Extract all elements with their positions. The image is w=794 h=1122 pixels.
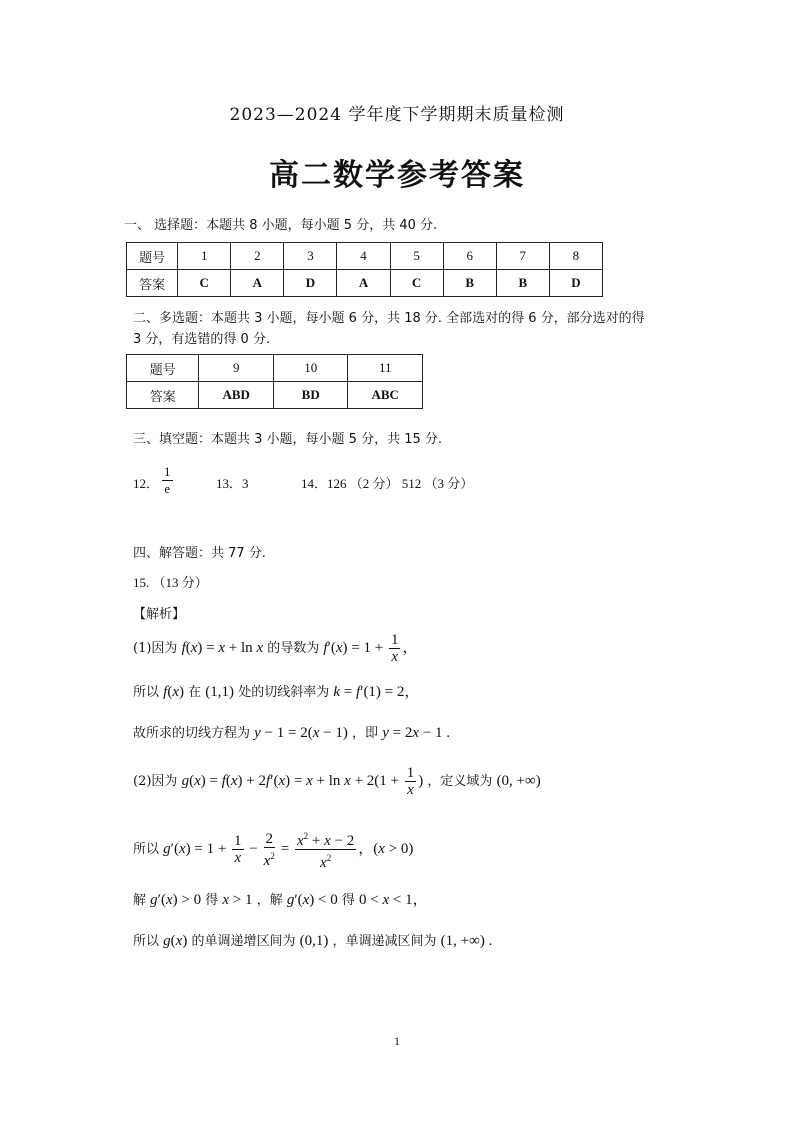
- answer-cell: BD: [273, 382, 347, 409]
- q12-answer-fraction: [160, 464, 175, 497]
- page-number: 1: [394, 1034, 400, 1048]
- row-label-answer: 答案: [127, 382, 199, 409]
- solution-line-6: 解 g′(x) > 0 得 x > 1 ，解 g′(x) < 0 得 0 < x < 1，: [133, 892, 428, 908]
- question-number: 11: [348, 355, 423, 382]
- row-label-question: 题号: [127, 355, 199, 382]
- q14-answer: 14．126 （2 分） 512 （3 分）: [301, 476, 474, 491]
- exam-subtitle: 2023—2024 学年度下学期期末质量检测: [229, 105, 565, 125]
- analysis-label: 【解析】: [133, 607, 186, 622]
- question-number: 10: [273, 355, 347, 382]
- question-number: 5: [390, 243, 443, 270]
- answer-cell: C: [390, 270, 443, 297]
- solution-line-1: (1)因为 f(x) = x + ln x 的导数为 f′(x) = 1 + $\frac{1}{x}$ ，: [133, 632, 418, 665]
- table-row: [127, 382, 423, 409]
- multi-choice-answer-table: [126, 354, 423, 409]
- section-4-heading: 四、解答题：共 77 分.: [133, 546, 266, 561]
- q12-label: 12．: [133, 476, 160, 491]
- answer-cell: D: [549, 270, 602, 297]
- answer-cell: A: [337, 270, 390, 297]
- solution-line-5: 所以 g′(x) = 1 + $\frac{1}{x}$ − $\frac{2}{x^2}$ = $\frac{x^2 + x - 2}{x^2}$ ，(x > 0): [133, 828, 413, 871]
- question-number: 1: [178, 243, 231, 270]
- question-number: 7: [496, 243, 549, 270]
- answer-cell: B: [443, 270, 496, 297]
- question-number: 8: [549, 243, 602, 270]
- answer-cell: ABC: [348, 382, 423, 409]
- q12-numerator: 1: [164, 464, 171, 479]
- answer-cell: D: [284, 270, 337, 297]
- question-number: 9: [199, 355, 274, 382]
- section-3-heading: 三、填空题：本题共 3 小题，每小题 5 分，共 15 分.: [133, 432, 443, 447]
- table-row: [127, 243, 603, 270]
- choice-answer-table: [126, 242, 603, 297]
- q15-label: 15. （13 分）: [133, 575, 208, 590]
- section-2-heading-line2: 3 分，有选错的得 0 分.: [133, 332, 271, 347]
- answer-cell: B: [496, 270, 549, 297]
- answer-cell: ABD: [199, 382, 274, 409]
- table-row: [127, 355, 423, 382]
- solution-line-3: 故所求的切线方程为 y − 1 = 2(x − 1) ，即 y = 2x − 1 .: [133, 725, 450, 741]
- table-row: [127, 270, 603, 297]
- answer-cell: C: [178, 270, 231, 297]
- q13-answer: 13．3: [216, 476, 249, 491]
- solution-line-7: 所以 g(x) 的单调递增区间为 (0,1) ，单调递减区间为 (1, +∞) .: [133, 933, 493, 949]
- q12-denominator: e: [164, 481, 171, 496]
- question-number: 2: [231, 243, 284, 270]
- answer-cell: A: [231, 270, 284, 297]
- page-title: 高二数学参考答案: [269, 158, 525, 193]
- section-1-heading: 一、 选择题：本题共 8 小题，每小题 5 分，共 40 分.: [124, 218, 438, 233]
- solution-line-2: 所以 f(x) 在 (1,1) 处的切线斜率为 k = f′(1) = 2，: [133, 684, 420, 700]
- question-number: 6: [443, 243, 496, 270]
- solution-line-4: (2)因为 g(x) = f(x) + 2f′(x) = x + ln x + 2(1 + $\frac{1}{x}$ ) ，定义域为 (0, +∞): [133, 765, 541, 798]
- row-label-question: 题号: [127, 243, 178, 270]
- question-number: 3: [284, 243, 337, 270]
- question-number: 4: [337, 243, 390, 270]
- row-label-answer: 答案: [127, 270, 178, 297]
- section-2-heading-line1: 二、多选题：本题共 3 小题，每小题 6 分，共 18 分. 全部选对的得 6 分，部分选对的得: [133, 311, 645, 326]
